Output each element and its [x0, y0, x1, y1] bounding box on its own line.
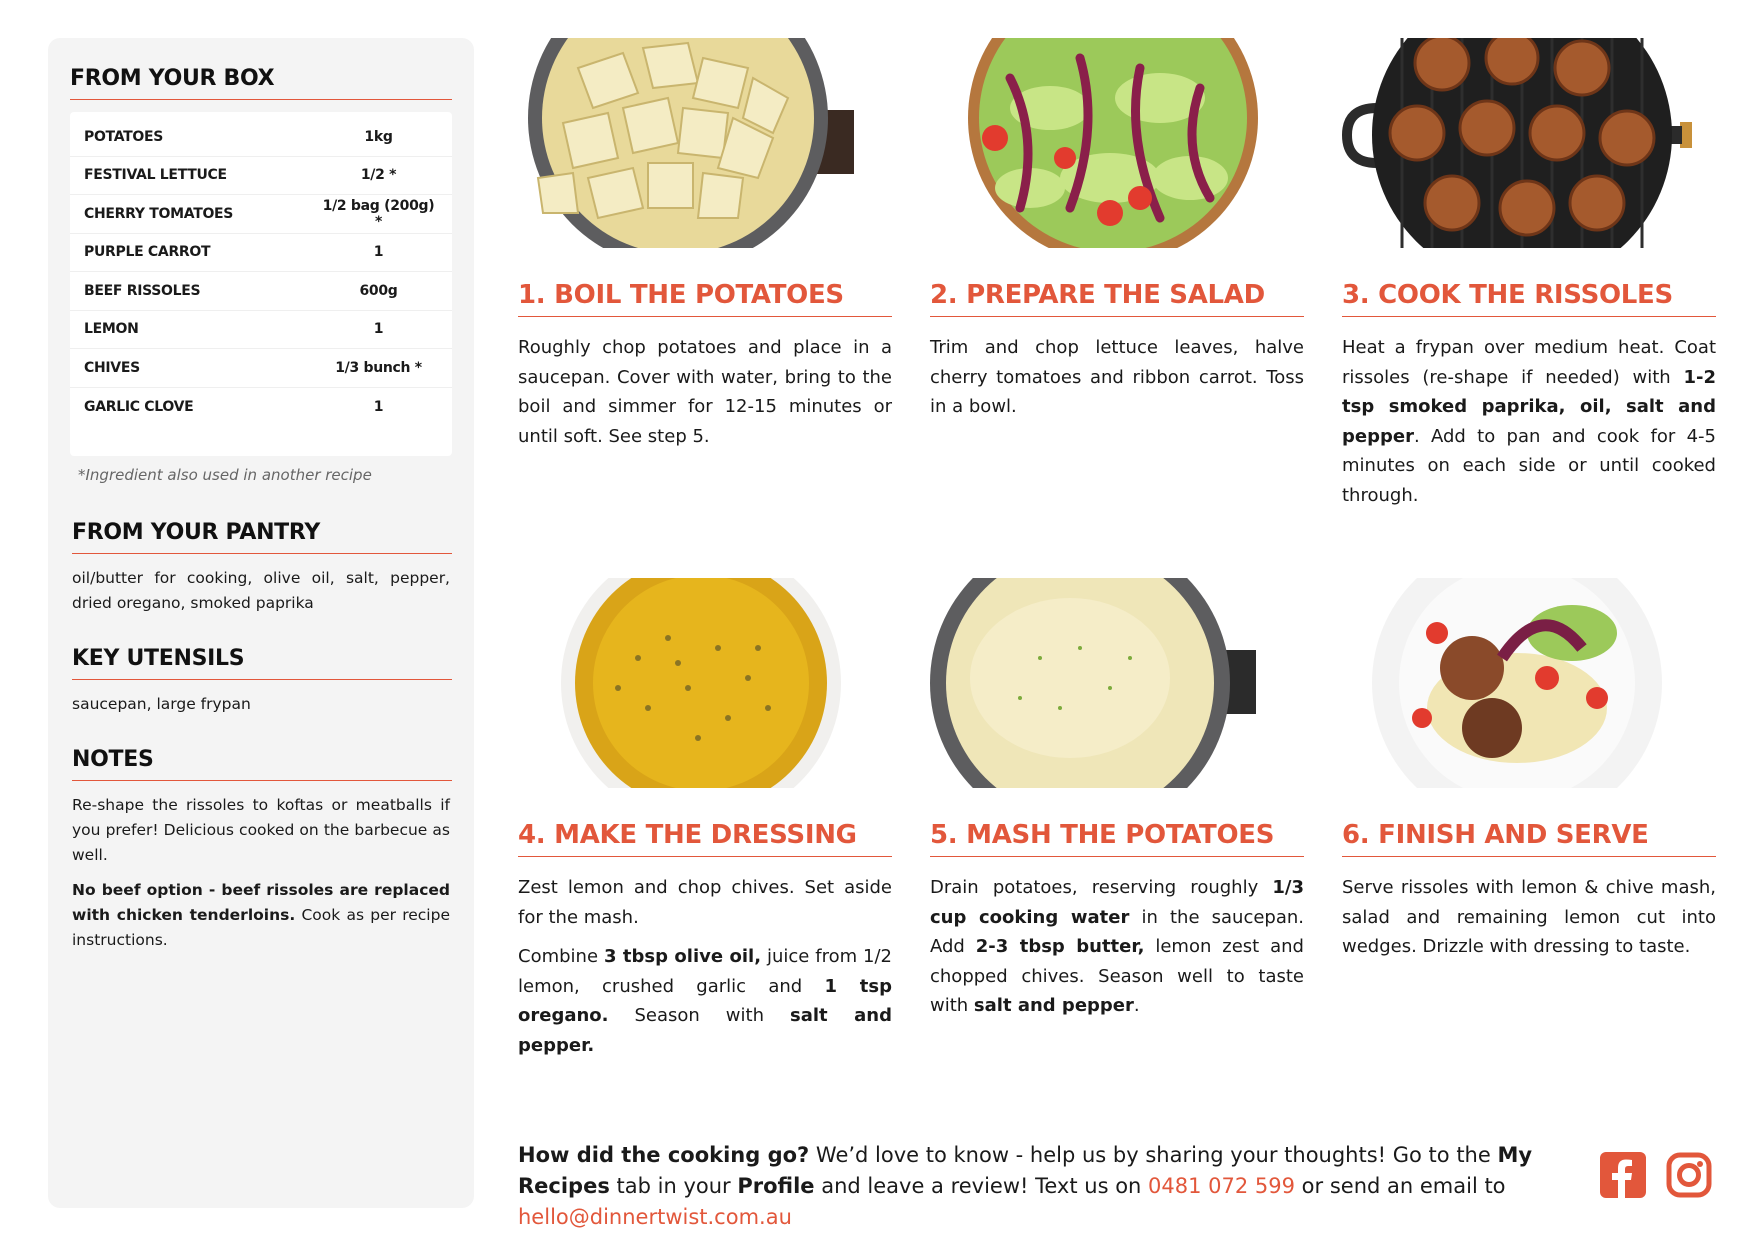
email-link[interactable]: hello@dinnertwist.com.au — [518, 1205, 792, 1229]
step-4-body — [518, 873, 892, 1060]
feedback-t3: and leave a review! Text us on — [814, 1174, 1149, 1198]
step-6-title: 6. FINISH AND SERVE — [1342, 820, 1716, 857]
ingredients-table — [70, 112, 452, 456]
step-4-b: 3 tbsp olive oil, — [603, 946, 762, 967]
ingredient-row — [70, 195, 452, 234]
step-4-c: juice from 1/2 lemon, crushed garlic and — [518, 946, 893, 997]
step-4-text-2 — [518, 942, 892, 1060]
utensils-heading: KEY UTENSILS — [72, 646, 452, 680]
potatoes-photo — [518, 38, 892, 248]
ingredient-row — [70, 234, 452, 273]
step-6-text: Serve rissoles with lemon & chive mash, salad and remaining lemon cut into wedges. Drizzle with dressing to taste. — [1342, 877, 1716, 957]
phone-link[interactable]: 0481 072 599 — [1148, 1174, 1295, 1198]
step-5 — [930, 578, 1304, 1021]
instagram-icon[interactable] — [1666, 1152, 1712, 1198]
ingredient-qty: 1/2 bag (200g) * — [322, 197, 435, 230]
notes-heading: NOTES — [72, 747, 452, 781]
step-4-title: 4. MAKE THE DRESSING — [518, 820, 892, 857]
utensils-text: saucepan, large frypan — [72, 695, 251, 713]
step-6 — [1342, 578, 1716, 962]
step-4-d: 1 tsp oregano. — [518, 975, 892, 1026]
ingredient-row — [70, 157, 452, 196]
step-4-e: Season with — [608, 1005, 790, 1026]
ingredient-name: FESTIVAL LETTUCE — [84, 167, 227, 184]
step-4-f: salt and pepper. — [518, 1005, 892, 1056]
step-5-title: 5. MASH THE POTATOES — [930, 820, 1304, 857]
facebook-icon[interactable] — [1600, 1152, 1646, 1198]
step-4 — [518, 578, 892, 1060]
pantry-text: oil/butter for cooking, olive oil, salt, pepper, dried oregano, smoked paprika — [72, 569, 450, 612]
ingredient-name: PURPLE CARROT — [84, 244, 211, 261]
ingredient-name: GARLIC CLOVE — [84, 398, 194, 415]
step-3-a: Heat a frypan over medium heat. Coat rissoles (re-shape if needed) with — [1342, 337, 1716, 388]
ingredient-qty: 1 — [373, 244, 384, 261]
ingredient-name: POTATOES — [84, 128, 164, 145]
feedback-question: How did the cooking go? — [518, 1143, 810, 1167]
step-1-title: 1. BOIL THE POTATOES — [518, 280, 892, 317]
ingredient-name: CHIVES — [84, 359, 140, 376]
step-2 — [930, 38, 1304, 422]
step-5-f: salt and pepper — [973, 995, 1134, 1016]
step-3-b: 1-2 tsp smoked paprika, oil, salt and pepper — [1342, 366, 1716, 447]
step-2-body — [930, 333, 1304, 422]
ingredient-qty: 600g — [359, 282, 398, 299]
dressing-photo — [518, 578, 892, 788]
ingredient-row — [70, 311, 452, 350]
step-3-text — [1342, 333, 1716, 510]
box-heading: FROM YOUR BOX — [70, 66, 452, 100]
step-5-d: 2-3 tbsp butter, — [975, 936, 1145, 957]
ingredient-name: CHERRY TOMATOES — [84, 205, 234, 222]
ingredient-name: BEEF RISSOLES — [84, 282, 201, 299]
mash-photo — [930, 578, 1304, 788]
feedback-t2: tab in your — [609, 1174, 738, 1198]
step-5-body — [930, 873, 1304, 1021]
profile-link[interactable]: Profile — [737, 1174, 815, 1198]
step-2-title: 2. PREPARE THE SALAD — [930, 280, 1304, 317]
notes-bold: No beef option - beef rissoles are replaced with chicken tenderloins. — [72, 881, 450, 924]
ingredient-qty: 1 — [373, 398, 384, 415]
notes-alt-option — [70, 878, 452, 953]
step-1-text: Roughly chop potatoes and place in a saucepan. Cover with water, bring to the boil and simmer for 12-15 minutes or until soft. See step 5. — [518, 337, 892, 447]
ingredient-qty: 1kg — [364, 128, 393, 145]
ingredient-row — [70, 272, 452, 311]
pantry-heading: FROM YOUR PANTRY — [72, 520, 452, 554]
ingredient-qty: 1 — [373, 321, 384, 338]
step-5-c: in the saucepan. Add — [930, 906, 1304, 957]
step-5-a: Drain potatoes, reserving roughly — [930, 877, 1273, 898]
step-1-body — [518, 333, 892, 451]
ingredient-qty: 1/2 * — [360, 167, 397, 184]
step-3-c: . Add to pan and cook for 4-5 minutes on each side or until cooked through. — [1342, 425, 1716, 506]
step-3 — [1342, 38, 1716, 510]
step-1 — [518, 38, 892, 451]
step-3-body — [1342, 333, 1716, 510]
step-4-a: Combine — [518, 946, 604, 967]
ingredient-row — [70, 388, 452, 427]
step-5-text — [930, 873, 1304, 1021]
step-5-e: lemon zest and chopped chives. Season well to taste with — [930, 936, 1304, 1016]
step-4-text-1: Zest lemon and chop chives. Set aside for the mash. — [518, 877, 892, 928]
rissoles-photo — [1342, 38, 1716, 248]
ingredient-note: *Ingredient also used in another recipe — [78, 466, 372, 484]
step-2-text: Trim and chop lettuce leaves, halve cherry tomatoes and ribbon carrot. Toss in a bowl. — [930, 337, 1304, 417]
my-recipes-link[interactable]: My Recipes — [518, 1143, 1533, 1198]
step-5-g: . — [1133, 995, 1140, 1016]
step-5-b: 1/3 cup cooking water — [930, 877, 1304, 928]
ingredient-name: LEMON — [84, 321, 139, 338]
salad-photo — [930, 38, 1304, 248]
feedback-text — [518, 1140, 1578, 1233]
ingredient-qty: 1/3 bunch * — [335, 359, 422, 376]
ingredients-sidebar — [48, 38, 474, 1208]
notes-tail: Cook as per recipe instructions. — [72, 906, 450, 949]
step-6-body — [1342, 873, 1716, 962]
plated-photo — [1342, 578, 1716, 788]
feedback-t4: or send an email to — [1295, 1174, 1506, 1198]
ingredient-row — [70, 118, 452, 157]
step-3-title: 3. COOK THE RISSOLES — [1342, 280, 1716, 317]
ingredient-row — [70, 349, 452, 388]
notes-text: Re-shape the rissoles to koftas or meatballs if you prefer! Delicious cooked on the barbecue as well. — [72, 796, 450, 864]
feedback-t1: We’d love to know - help us by sharing your thoughts! Go to the — [809, 1143, 1498, 1167]
